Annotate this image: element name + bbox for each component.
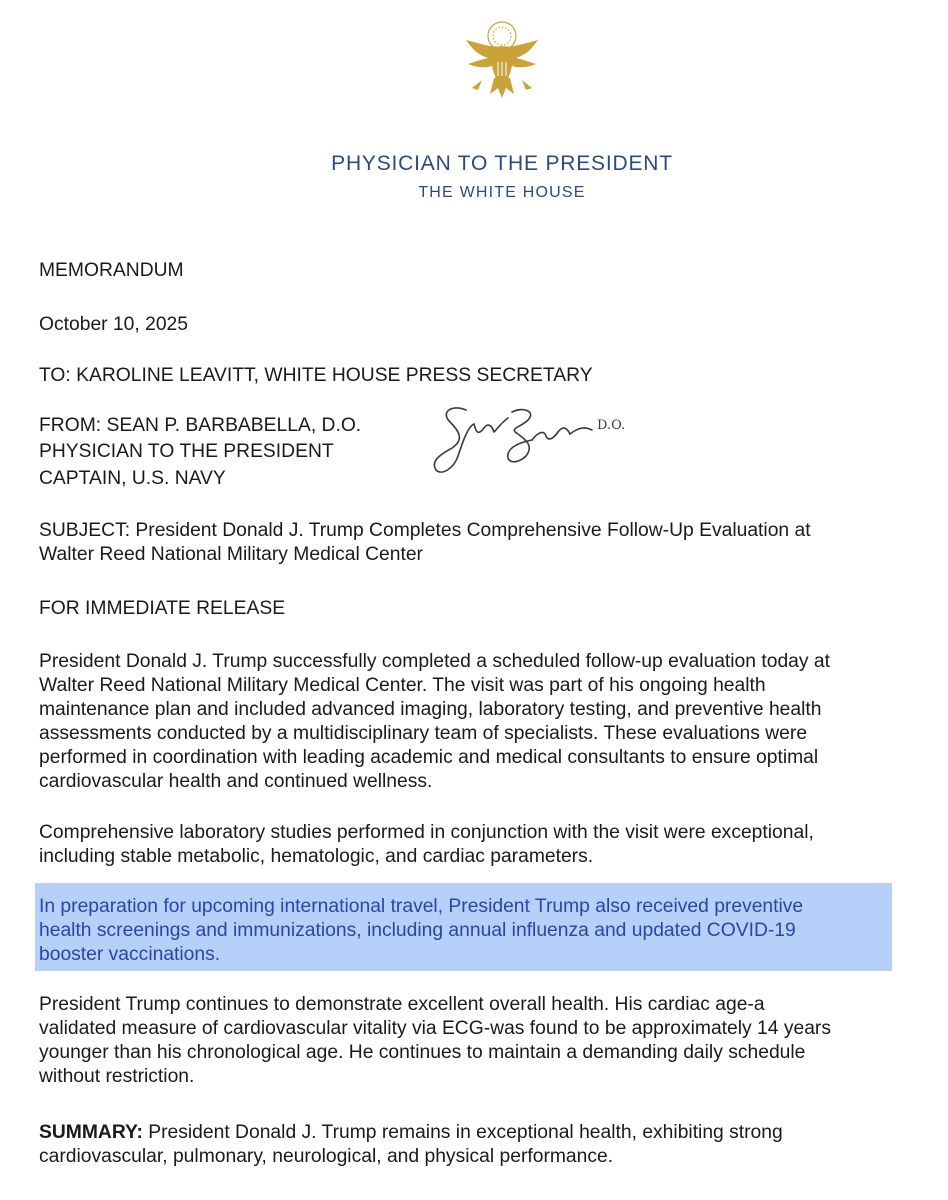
paragraph-line: performed in coordination with leading academic and medical consultants to ensure optimal bbox=[39, 747, 819, 768]
signature-suffix: D.O. bbox=[597, 418, 626, 433]
summary bbox=[39, 1121, 919, 1169]
paragraph-4 bbox=[39, 993, 919, 1089]
paragraph-line: President Donald J. Trump successfully completed a scheduled follow-up evaluation today at bbox=[39, 651, 830, 672]
letterhead-subtitle: THE WHITE HOUSE bbox=[418, 184, 586, 201]
memo-from-rank: CAPTAIN, U.S. NAVY bbox=[39, 468, 226, 489]
presidential-seal-icon bbox=[452, 18, 552, 108]
paragraph-line: without restriction. bbox=[39, 1066, 195, 1087]
paragraph-line: younger than his chronological age. He continues to maintain a demanding daily schedule bbox=[39, 1042, 806, 1063]
subject-line: SUBJECT: President Donald J. Trump Completes Comprehensive Follow-Up Evaluation at bbox=[39, 520, 811, 541]
memo-from-title: PHYSICIAN TO THE PRESIDENT bbox=[39, 441, 334, 462]
paragraph-line: assessments conducted by a multidisciplinary team of specialists. These evaluations were bbox=[39, 723, 808, 744]
summary-text: President Donald J. Trump remains in exceptional health, exhibiting strong bbox=[142, 1122, 783, 1143]
summary-label: SUMMARY: bbox=[39, 1122, 143, 1143]
paragraph-line: including stable metabolic, hematologic, and cardiac parameters. bbox=[39, 846, 594, 867]
paragraph-line: Comprehensive laboratory studies performed in conjunction with the visit were exceptional, bbox=[39, 822, 814, 843]
paragraph-1 bbox=[39, 650, 919, 794]
paragraph-line: maintenance plan and included advanced imaging, laboratory testing, and preventive health bbox=[39, 699, 822, 720]
letterhead-title: PHYSICIAN TO THE PRESIDENT bbox=[331, 152, 673, 175]
subject-line: Walter Reed National Military Medical Center bbox=[39, 544, 423, 565]
paragraph-line: booster vaccinations. bbox=[39, 944, 221, 965]
paragraph-line: health screenings and immunizations, including annual influenza and updated COVID-19 bbox=[39, 920, 796, 941]
summary-line: cardiovascular, pulmonary, neurological, and physical performance. bbox=[39, 1146, 614, 1167]
paragraph-line: validated measure of cardiovascular vitality via ECG-was found to be approximately 14 years bbox=[39, 1018, 831, 1039]
memo-subject bbox=[39, 519, 919, 567]
paragraph-line: cardiovascular health and continued wellness. bbox=[39, 771, 433, 792]
memo-type: MEMORANDUM bbox=[39, 260, 184, 281]
paragraph-2 bbox=[39, 821, 919, 869]
memo-date: October 10, 2025 bbox=[39, 314, 188, 335]
memo-to: TO: KAROLINE LEAVITT, WHITE HOUSE PRESS SECRETARY bbox=[39, 365, 593, 386]
release-label: FOR IMMEDIATE RELEASE bbox=[39, 598, 286, 619]
paragraph-3-highlighted bbox=[39, 895, 919, 967]
memo-from: FROM: SEAN P. BARBABELLA, D.O. bbox=[39, 415, 362, 436]
paragraph-line: President Trump continues to demonstrate excellent overall health. His cardiac age-a bbox=[39, 994, 765, 1015]
paragraph-line: Walter Reed National Military Medical Center. The visit was part of his ongoing health bbox=[39, 675, 766, 696]
paragraph-line: In preparation for upcoming international travel, President Trump also received preventive bbox=[39, 896, 804, 917]
